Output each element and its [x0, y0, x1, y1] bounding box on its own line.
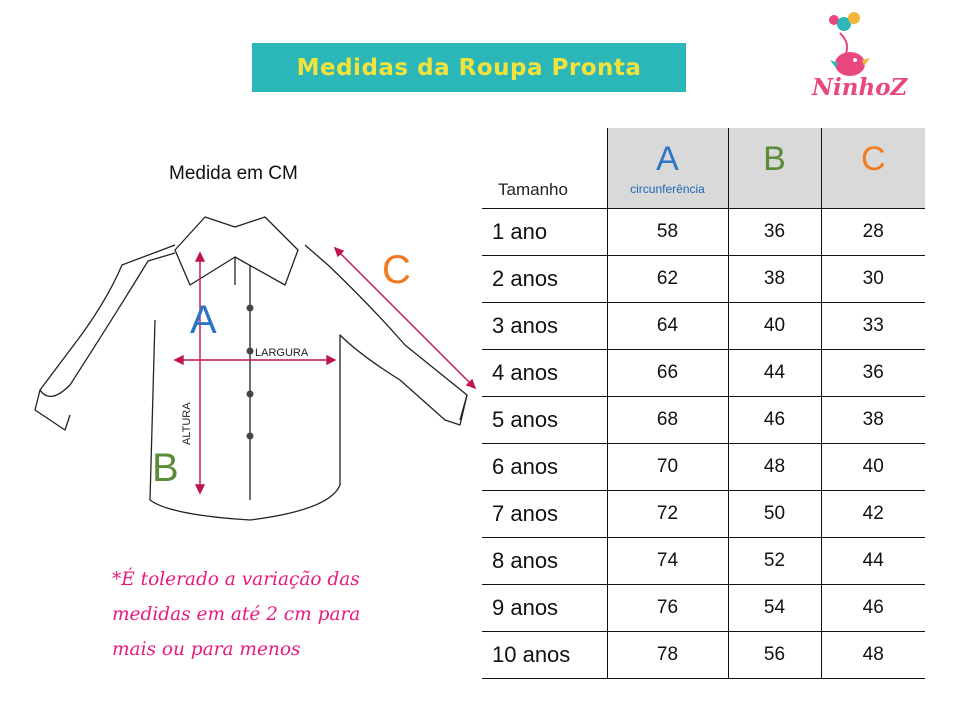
collar — [175, 217, 298, 285]
table-row — [482, 584, 925, 631]
value-b-cell: 52 — [728, 537, 821, 584]
size-cell: 9 anos — [482, 584, 607, 631]
column-c-header: C — [821, 128, 925, 208]
unit-label: Medida em CM — [169, 163, 298, 184]
value-c-cell: 44 — [821, 537, 925, 584]
column-a-title: A — [656, 140, 679, 178]
value-b-cell: 40 — [728, 302, 821, 349]
table-row — [482, 443, 925, 490]
value-b-cell: 48 — [728, 443, 821, 490]
value-c-cell: 36 — [821, 349, 925, 396]
size-table — [482, 128, 925, 679]
size-cell: 1 ano — [482, 208, 607, 255]
value-c-cell: 33 — [821, 302, 925, 349]
value-a-cell: 74 — [607, 537, 728, 584]
value-a-cell: 66 — [607, 349, 728, 396]
size-cell: 5 anos — [482, 396, 607, 443]
shirt-diagram — [30, 205, 480, 535]
value-b-cell: 56 — [728, 631, 821, 678]
table-row — [482, 490, 925, 537]
size-cell: 2 anos — [482, 255, 607, 302]
size-cell: 3 anos — [482, 302, 607, 349]
width-label: LARGURA — [255, 347, 309, 359]
diagram-label-a: A — [190, 298, 217, 342]
value-b-cell: 44 — [728, 349, 821, 396]
table-row — [482, 631, 925, 678]
value-a-cell: 78 — [607, 631, 728, 678]
value-c-cell: 46 — [821, 584, 925, 631]
value-a-cell: 62 — [607, 255, 728, 302]
size-cell: 4 anos — [482, 349, 607, 396]
value-c-cell: 40 — [821, 443, 925, 490]
title-banner — [252, 43, 686, 92]
tolerance-note: *É tolerado a variação das medidas em até 2 cm para mais ou para menos — [112, 569, 361, 660]
column-a-subtitle: circunferência — [630, 182, 705, 196]
height-label: ALTURA — [181, 402, 193, 445]
column-a-header — [607, 128, 728, 208]
table-row — [482, 208, 925, 255]
table-row — [482, 302, 925, 349]
value-c-cell: 30 — [821, 255, 925, 302]
size-cell: 7 anos — [482, 490, 607, 537]
value-c-cell: 38 — [821, 396, 925, 443]
value-b-cell: 46 — [728, 396, 821, 443]
size-column-header: Tamanho — [482, 128, 607, 208]
table-row — [482, 396, 925, 443]
bird-logo-icon — [810, 8, 900, 118]
column-b-header: B — [728, 128, 821, 208]
diagram-label-c: C — [382, 248, 411, 292]
value-a-cell: 64 — [607, 302, 728, 349]
size-cell: 10 anos — [482, 631, 607, 678]
value-b-cell: 54 — [728, 584, 821, 631]
page-title: Medidas da Roupa Pronta — [296, 54, 642, 81]
table-row — [482, 255, 925, 302]
table-header-row — [482, 128, 925, 208]
table-row — [482, 537, 925, 584]
value-a-cell: 72 — [607, 490, 728, 537]
value-c-cell: 28 — [821, 208, 925, 255]
value-b-cell: 36 — [728, 208, 821, 255]
value-c-cell: 42 — [821, 490, 925, 537]
size-cell: 6 anos — [482, 443, 607, 490]
value-b-cell: 50 — [728, 490, 821, 537]
value-a-cell: 68 — [607, 396, 728, 443]
value-a-cell: 70 — [607, 443, 728, 490]
table-row — [482, 349, 925, 396]
diagram-label-b: B — [152, 446, 179, 490]
value-c-cell: 48 — [821, 631, 925, 678]
value-b-cell: 38 — [728, 255, 821, 302]
value-a-cell: 58 — [607, 208, 728, 255]
brand-logo: NinhoZ — [812, 74, 908, 101]
size-cell: 8 anos — [482, 537, 607, 584]
value-a-cell: 76 — [607, 584, 728, 631]
